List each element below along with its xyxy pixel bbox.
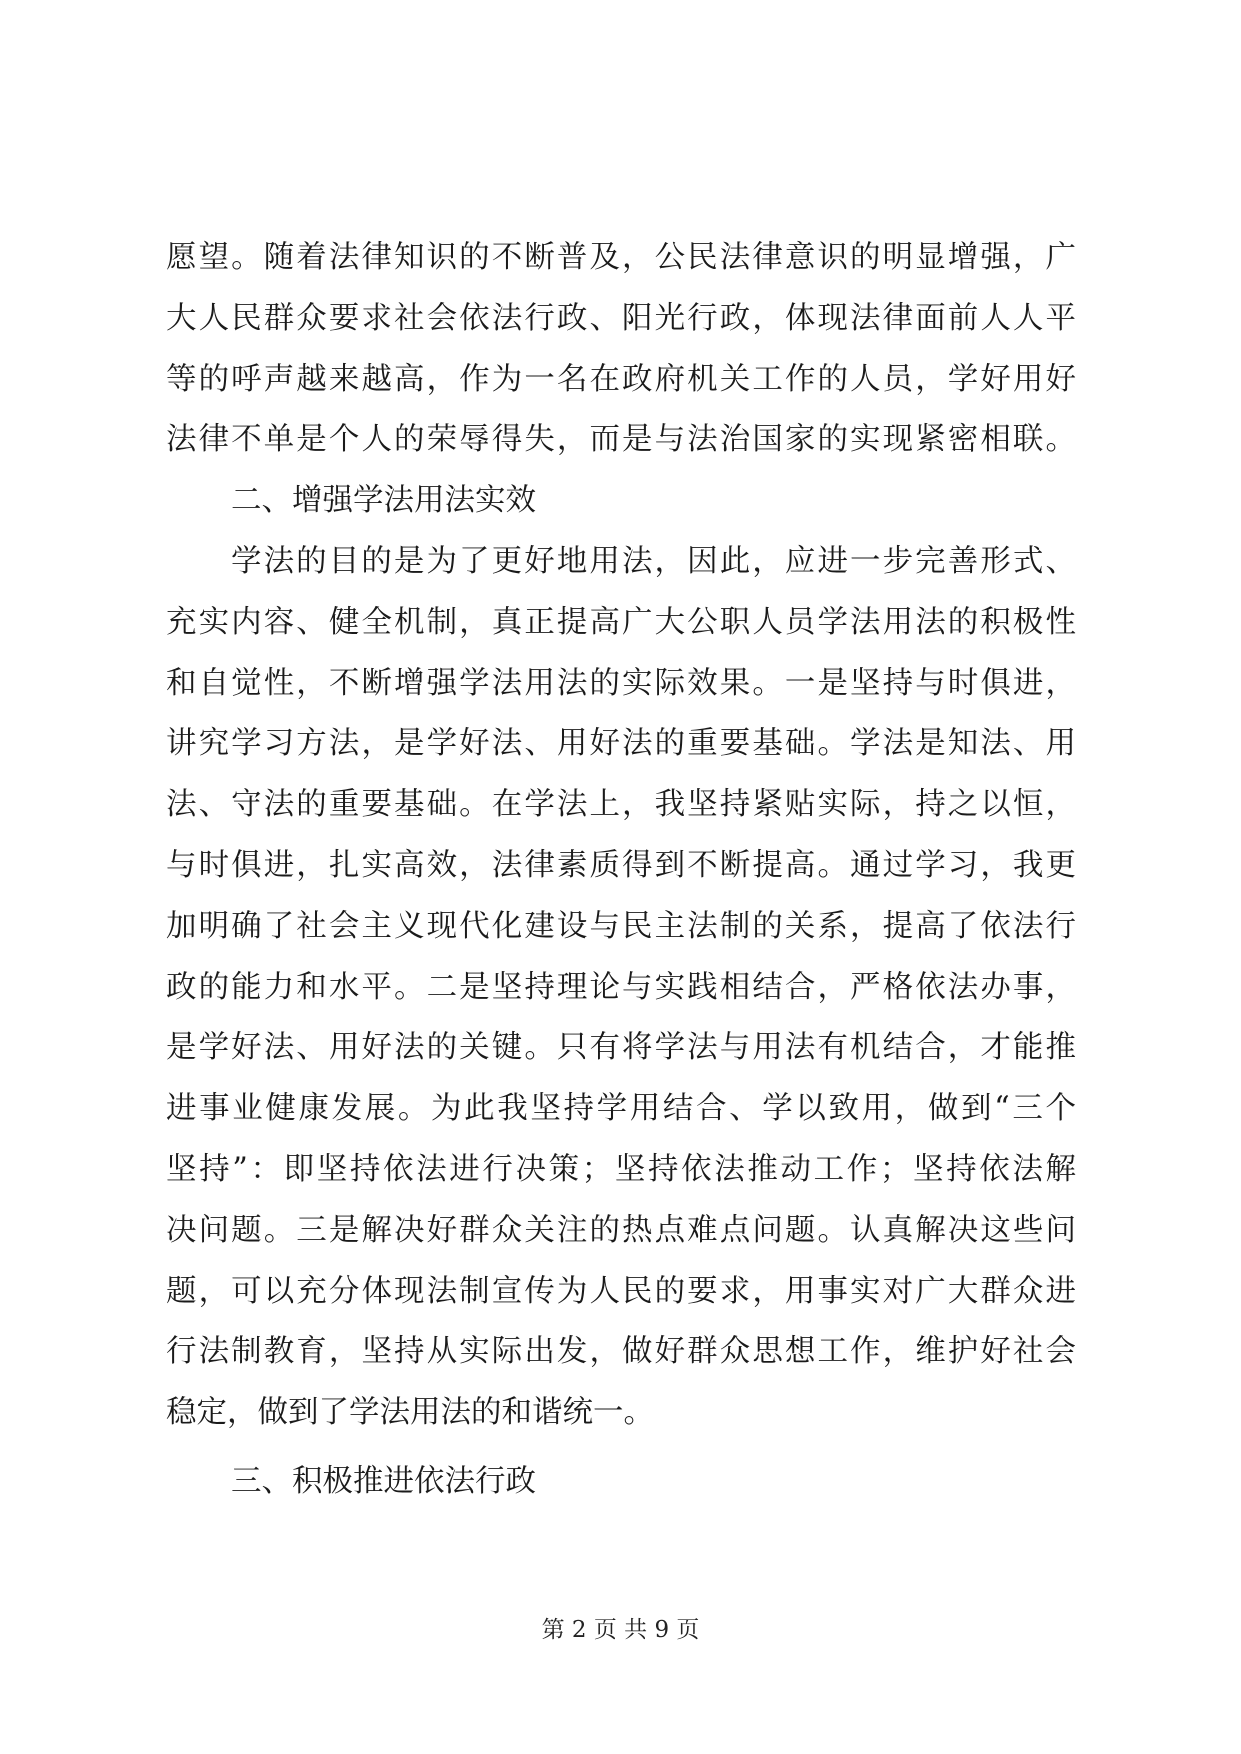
section-heading-2: 二、增强学法用法实效 [231,483,536,519]
text-line: 稳定，做到了学法用法的和谐统一。 [166,1395,654,1431]
document-body [166,228,1076,1513]
text-line: 等的呼声越来越高，作为一名在政府机关工作的人员，学好用好 [166,361,1076,397]
text-line: 与时俱进，扎实高效，法律素质得到不断提高。通过学习，我更 [166,847,1076,883]
text-line: 题，可以充分体现法制宣传为人民的要求，用事实对广大群众进 [166,1273,1076,1309]
text-line: 加明确了社会主义现代化建设与民主法制的关系，提高了依法行 [166,908,1076,944]
text-line: 是学好法、用好法的关键。只有将学法与用法有机结合，才能推 [166,1030,1076,1066]
text-line: 充实内容、健全机制，真正提高广大公职人员学法用法的积极性 [166,604,1076,640]
text-line: 进事业健康发展。为此我坚持学用结合、学以致用，做到“三个 [166,1091,1076,1127]
text-line: 讲究学习方法，是学好法、用好法的重要基础。学法是知法、用 [166,726,1076,762]
section-heading-3: 三、积极推进依法行政 [231,1463,536,1499]
text-line: 法、守法的重要基础。在学法上，我坚持紧贴实际，持之以恒， [166,787,1076,823]
page-number-footer: 第 2 页 共 9 页 [541,1617,700,1643]
text-line: 决问题。三是解决好群众关注的热点难点问题。认真解决这些问 [166,1212,1076,1248]
text-line: 大人民群众要求社会依法行政、阳光行政，体现法律面前人人平 [166,300,1076,336]
text-line: 政的能力和水平。二是坚持理论与实践相结合，严格依法办事， [166,969,1076,1005]
paragraph-gap [166,1444,1076,1452]
text-line: 行法制教育，坚持从实际出发，做好群众思想工作，维护好社会 [166,1334,1076,1370]
text-line: 学法的目的是为了更好地用法，因此，应进一步完善形式、 [231,543,1076,579]
text-line: 愿望。随着法律知识的不断普及，公民法律意识的明显增强，广 [166,240,1076,275]
text-line: 和自觉性，不断增强学法用法的实际效果。一是坚持与时俱进， [166,665,1076,701]
text-line: 法律不单是个人的荣辱得失，而是与法治国家的实现紧密相联。 [166,422,1076,458]
text-line: 坚持”：即坚持依法进行决策；坚持依法推动工作；坚持依法解 [166,1151,1076,1187]
